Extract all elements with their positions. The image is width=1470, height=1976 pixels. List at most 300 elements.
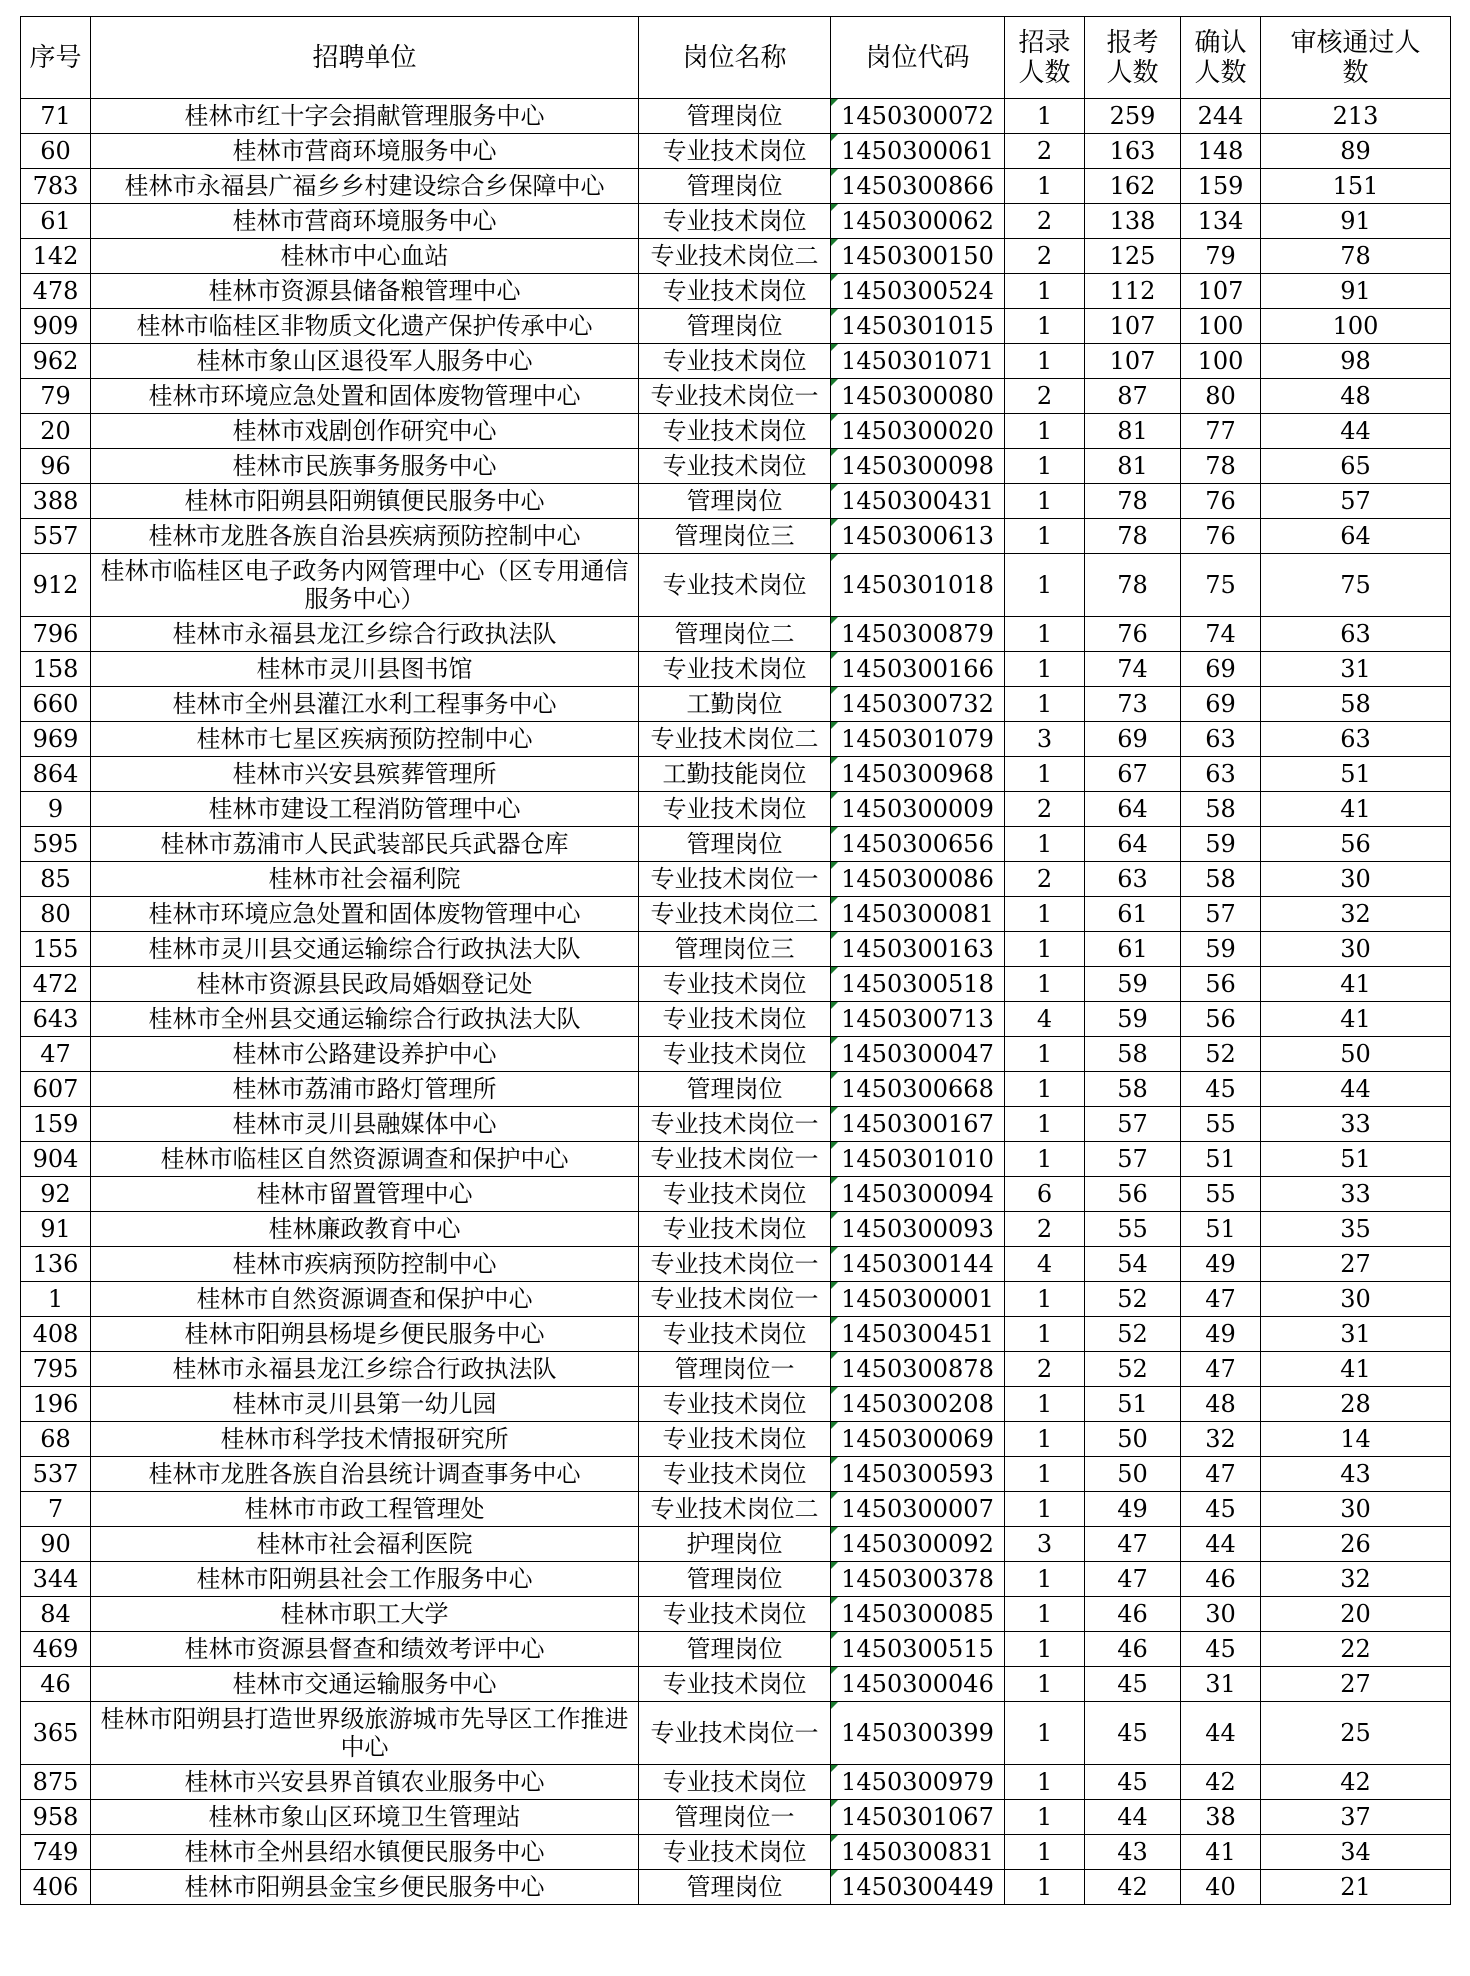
- hires-cell: 6: [1005, 1177, 1085, 1212]
- header-code: 岗位代码: [831, 17, 1005, 99]
- approved-cell: 48: [1261, 379, 1451, 414]
- hires-cell: 1: [1005, 757, 1085, 792]
- position-cell: 专业技术岗位: [639, 1037, 831, 1072]
- unit-cell: 桂林市红十字会捐献管理服务中心: [91, 99, 639, 134]
- hires-cell: 1: [1005, 274, 1085, 309]
- unit-cell: 桂林市阳朔县杨堤乡便民服务中心: [91, 1317, 639, 1352]
- unit-cell: 桂林市职工大学: [91, 1597, 639, 1632]
- approved-cell: 30: [1261, 1282, 1451, 1317]
- position-cell: 管理岗位: [639, 1072, 831, 1107]
- position-cell: 专业技术岗位: [639, 1667, 831, 1702]
- position-cell: 专业技术岗位: [639, 652, 831, 687]
- table-row: [21, 379, 1451, 414]
- position-cell: 专业技术岗位: [639, 967, 831, 1002]
- serial-cell: 472: [21, 967, 91, 1002]
- confirmed-cell: 31: [1181, 1667, 1261, 1702]
- serial-cell: 557: [21, 519, 91, 554]
- table-row: [21, 1562, 1451, 1597]
- table-row: [21, 1002, 1451, 1037]
- approved-cell: 41: [1261, 1352, 1451, 1387]
- confirmed-cell: 55: [1181, 1177, 1261, 1212]
- unit-cell: 桂林市公路建设养护中心: [91, 1037, 639, 1072]
- code-cell: 1450300072: [831, 99, 1005, 134]
- hires-cell: 4: [1005, 1002, 1085, 1037]
- approved-cell: 41: [1261, 1002, 1451, 1037]
- serial-cell: 796: [21, 617, 91, 652]
- confirmed-cell: 41: [1181, 1835, 1261, 1870]
- table-row: [21, 1702, 1451, 1765]
- code-cell: 1450300150: [831, 239, 1005, 274]
- serial-cell: 909: [21, 309, 91, 344]
- position-cell: 护理岗位: [639, 1527, 831, 1562]
- unit-cell: 桂林市建设工程消防管理中心: [91, 792, 639, 827]
- code-cell: 1450300092: [831, 1527, 1005, 1562]
- position-cell: 管理岗位二: [639, 617, 831, 652]
- approved-cell: 37: [1261, 1800, 1451, 1835]
- unit-cell: 桂林市七星区疾病预防控制中心: [91, 722, 639, 757]
- hires-cell: 1: [1005, 1667, 1085, 1702]
- unit-cell: 桂林市留置管理中心: [91, 1177, 639, 1212]
- approved-cell: 41: [1261, 792, 1451, 827]
- table-row: [21, 1037, 1451, 1072]
- table-row: [21, 1800, 1451, 1835]
- table-row: [21, 309, 1451, 344]
- unit-cell: 桂林市阳朔县打造世界级旅游城市先导区工作推进中心: [91, 1702, 639, 1765]
- position-cell: 工勤岗位: [639, 687, 831, 722]
- code-cell: 1450300080: [831, 379, 1005, 414]
- unit-cell: 桂林市科学技术情报研究所: [91, 1422, 639, 1457]
- header-confirmed: 确认人数: [1181, 17, 1261, 99]
- header-position: 岗位名称: [639, 17, 831, 99]
- hires-cell: 1: [1005, 1800, 1085, 1835]
- hires-cell: 1: [1005, 1107, 1085, 1142]
- serial-cell: 136: [21, 1247, 91, 1282]
- unit-cell: 桂林市永福县龙江乡综合行政执法队: [91, 1352, 639, 1387]
- applicants-cell: 50: [1085, 1457, 1181, 1492]
- confirmed-cell: 63: [1181, 722, 1261, 757]
- approved-cell: 33: [1261, 1177, 1451, 1212]
- table-row: [21, 99, 1451, 134]
- approved-cell: 42: [1261, 1765, 1451, 1800]
- hires-cell: 1: [1005, 519, 1085, 554]
- applicants-cell: 112: [1085, 274, 1181, 309]
- hires-cell: 1: [1005, 414, 1085, 449]
- table-row: [21, 1107, 1451, 1142]
- hires-cell: 1: [1005, 484, 1085, 519]
- hires-cell: 1: [1005, 1870, 1085, 1905]
- approved-cell: 43: [1261, 1457, 1451, 1492]
- serial-cell: 783: [21, 169, 91, 204]
- confirmed-cell: 45: [1181, 1492, 1261, 1527]
- table-row: [21, 827, 1451, 862]
- approved-cell: 32: [1261, 897, 1451, 932]
- approved-cell: 44: [1261, 414, 1451, 449]
- approved-cell: 56: [1261, 827, 1451, 862]
- position-cell: 专业技术岗位: [639, 1317, 831, 1352]
- table-header-row: [21, 17, 1451, 99]
- applicants-cell: 44: [1085, 1800, 1181, 1835]
- approved-cell: 63: [1261, 617, 1451, 652]
- table-row: [21, 1212, 1451, 1247]
- table-row: [21, 519, 1451, 554]
- table-row: [21, 1765, 1451, 1800]
- table-row: [21, 449, 1451, 484]
- code-cell: 1450301010: [831, 1142, 1005, 1177]
- code-cell: 1450300020: [831, 414, 1005, 449]
- applicants-cell: 52: [1085, 1282, 1181, 1317]
- header-applicants: 报考人数: [1085, 17, 1181, 99]
- code-cell: 1450301079: [831, 722, 1005, 757]
- code-cell: 1450300668: [831, 1072, 1005, 1107]
- hires-cell: 2: [1005, 792, 1085, 827]
- serial-cell: 969: [21, 722, 91, 757]
- table-row: [21, 274, 1451, 309]
- approved-cell: 75: [1261, 554, 1451, 617]
- approved-cell: 25: [1261, 1702, 1451, 1765]
- unit-cell: 桂林市环境应急处置和固体废物管理中心: [91, 897, 639, 932]
- table-row: [21, 1247, 1451, 1282]
- approved-cell: 100: [1261, 309, 1451, 344]
- table-row: [21, 1282, 1451, 1317]
- applicants-cell: 87: [1085, 379, 1181, 414]
- code-cell: 1450300094: [831, 1177, 1005, 1212]
- unit-cell: 桂林市龙胜各族自治县疾病预防控制中心: [91, 519, 639, 554]
- table-row: [21, 722, 1451, 757]
- unit-cell: 桂林市阳朔县社会工作服务中心: [91, 1562, 639, 1597]
- approved-cell: 27: [1261, 1667, 1451, 1702]
- applicants-cell: 45: [1085, 1765, 1181, 1800]
- header-approved: 审核通过人数: [1261, 17, 1451, 99]
- unit-cell: 桂林市中心血站: [91, 239, 639, 274]
- applicants-cell: 54: [1085, 1247, 1181, 1282]
- applicants-cell: 78: [1085, 554, 1181, 617]
- table-row: [21, 239, 1451, 274]
- approved-cell: 41: [1261, 967, 1451, 1002]
- hires-cell: 1: [1005, 687, 1085, 722]
- applicants-cell: 50: [1085, 1422, 1181, 1457]
- code-cell: 1450300009: [831, 792, 1005, 827]
- position-cell: 专业技术岗位二: [639, 897, 831, 932]
- table-row: [21, 169, 1451, 204]
- code-cell: 1450300524: [831, 274, 1005, 309]
- approved-cell: 91: [1261, 204, 1451, 239]
- code-cell: 1450300085: [831, 1597, 1005, 1632]
- hires-cell: 1: [1005, 309, 1085, 344]
- unit-cell: 桂林市资源县储备粮管理中心: [91, 274, 639, 309]
- table-row: [21, 1632, 1451, 1667]
- confirmed-cell: 44: [1181, 1527, 1261, 1562]
- unit-cell: 桂林市资源县督查和绩效考评中心: [91, 1632, 639, 1667]
- applicants-cell: 59: [1085, 967, 1181, 1002]
- position-cell: 管理岗位三: [639, 519, 831, 554]
- serial-cell: 159: [21, 1107, 91, 1142]
- approved-cell: 57: [1261, 484, 1451, 519]
- code-cell: 1450300093: [831, 1212, 1005, 1247]
- hires-cell: 1: [1005, 932, 1085, 967]
- table-row: [21, 1597, 1451, 1632]
- confirmed-cell: 45: [1181, 1632, 1261, 1667]
- serial-cell: 84: [21, 1597, 91, 1632]
- position-cell: 专业技术岗位: [639, 204, 831, 239]
- code-cell: 1450300069: [831, 1422, 1005, 1457]
- table-row: [21, 1072, 1451, 1107]
- approved-cell: 32: [1261, 1562, 1451, 1597]
- applicants-cell: 69: [1085, 722, 1181, 757]
- code-cell: 1450300399: [831, 1702, 1005, 1765]
- serial-cell: 344: [21, 1562, 91, 1597]
- approved-cell: 35: [1261, 1212, 1451, 1247]
- code-cell: 1450300144: [831, 1247, 1005, 1282]
- serial-cell: 595: [21, 827, 91, 862]
- table-row: [21, 1387, 1451, 1422]
- hires-cell: 1: [1005, 617, 1085, 652]
- unit-cell: 桂林市营商环境服务中心: [91, 134, 639, 169]
- serial-cell: 365: [21, 1702, 91, 1765]
- code-cell: 1450300007: [831, 1492, 1005, 1527]
- unit-cell: 桂林廉政教育中心: [91, 1212, 639, 1247]
- applicants-cell: 73: [1085, 687, 1181, 722]
- position-cell: 管理岗位: [639, 484, 831, 519]
- hires-cell: 1: [1005, 897, 1085, 932]
- applicants-cell: 45: [1085, 1702, 1181, 1765]
- position-cell: 专业技术岗位: [639, 1765, 831, 1800]
- serial-cell: 196: [21, 1387, 91, 1422]
- confirmed-cell: 49: [1181, 1247, 1261, 1282]
- position-cell: 专业技术岗位: [639, 1002, 831, 1037]
- confirmed-cell: 44: [1181, 1702, 1261, 1765]
- unit-cell: 桂林市营商环境服务中心: [91, 204, 639, 239]
- position-cell: 专业技术岗位: [639, 1835, 831, 1870]
- serial-cell: 7: [21, 1492, 91, 1527]
- code-cell: 1450300656: [831, 827, 1005, 862]
- table-row: [21, 344, 1451, 379]
- position-cell: 专业技术岗位一: [639, 1142, 831, 1177]
- confirmed-cell: 58: [1181, 862, 1261, 897]
- hires-cell: 1: [1005, 344, 1085, 379]
- serial-cell: 46: [21, 1667, 91, 1702]
- approved-cell: 51: [1261, 757, 1451, 792]
- serial-cell: 537: [21, 1457, 91, 1492]
- confirmed-cell: 55: [1181, 1107, 1261, 1142]
- serial-cell: 749: [21, 1835, 91, 1870]
- applicants-cell: 59: [1085, 1002, 1181, 1037]
- confirmed-cell: 52: [1181, 1037, 1261, 1072]
- confirmed-cell: 30: [1181, 1597, 1261, 1632]
- applicants-cell: 51: [1085, 1387, 1181, 1422]
- position-cell: 专业技术岗位二: [639, 1492, 831, 1527]
- approved-cell: 33: [1261, 1107, 1451, 1142]
- confirmed-cell: 134: [1181, 204, 1261, 239]
- applicants-cell: 67: [1085, 757, 1181, 792]
- unit-cell: 桂林市荔浦市路灯管理所: [91, 1072, 639, 1107]
- header-unit: 招聘单位: [91, 17, 639, 99]
- unit-cell: 桂林市全州县交通运输综合行政执法大队: [91, 1002, 639, 1037]
- applicants-cell: 46: [1085, 1597, 1181, 1632]
- table-row: [21, 757, 1451, 792]
- position-cell: 专业技术岗位: [639, 554, 831, 617]
- hires-cell: 1: [1005, 1282, 1085, 1317]
- position-cell: 专业技术岗位一: [639, 1247, 831, 1282]
- serial-cell: 85: [21, 862, 91, 897]
- table-row: [21, 687, 1451, 722]
- recruitment-table: [20, 16, 1451, 1905]
- serial-cell: 47: [21, 1037, 91, 1072]
- table-row: [21, 1835, 1451, 1870]
- applicants-cell: 163: [1085, 134, 1181, 169]
- unit-cell: 桂林市临桂区非物质文化遗产保护传承中心: [91, 309, 639, 344]
- table-row: [21, 1142, 1451, 1177]
- hires-cell: 2: [1005, 134, 1085, 169]
- position-cell: 专业技术岗位: [639, 1212, 831, 1247]
- hires-cell: 2: [1005, 379, 1085, 414]
- code-cell: 1450300979: [831, 1765, 1005, 1800]
- confirmed-cell: 159: [1181, 169, 1261, 204]
- position-cell: 专业技术岗位一: [639, 1702, 831, 1765]
- confirmed-cell: 46: [1181, 1562, 1261, 1597]
- hires-cell: 1: [1005, 1562, 1085, 1597]
- confirmed-cell: 51: [1181, 1142, 1261, 1177]
- table-row: [21, 1870, 1451, 1905]
- approved-cell: 78: [1261, 239, 1451, 274]
- confirmed-cell: 79: [1181, 239, 1261, 274]
- table-row: [21, 1177, 1451, 1212]
- approved-cell: 14: [1261, 1422, 1451, 1457]
- table-row: [21, 554, 1451, 617]
- unit-cell: 桂林市兴安县界首镇农业服务中心: [91, 1765, 639, 1800]
- serial-cell: 20: [21, 414, 91, 449]
- unit-cell: 桂林市疾病预防控制中心: [91, 1247, 639, 1282]
- hires-cell: 2: [1005, 204, 1085, 239]
- confirmed-cell: 63: [1181, 757, 1261, 792]
- approved-cell: 64: [1261, 519, 1451, 554]
- applicants-cell: 45: [1085, 1667, 1181, 1702]
- code-cell: 1450300831: [831, 1835, 1005, 1870]
- applicants-cell: 64: [1085, 827, 1181, 862]
- code-cell: 1450300732: [831, 687, 1005, 722]
- applicants-cell: 162: [1085, 169, 1181, 204]
- code-cell: 1450301067: [831, 1800, 1005, 1835]
- applicants-cell: 46: [1085, 1632, 1181, 1667]
- confirmed-cell: 76: [1181, 484, 1261, 519]
- unit-cell: 桂林市自然资源调查和保护中心: [91, 1282, 639, 1317]
- table-row: [21, 932, 1451, 967]
- applicants-cell: 259: [1085, 99, 1181, 134]
- approved-cell: 26: [1261, 1527, 1451, 1562]
- applicants-cell: 58: [1085, 1072, 1181, 1107]
- code-cell: 1450300086: [831, 862, 1005, 897]
- applicants-cell: 74: [1085, 652, 1181, 687]
- hires-cell: 1: [1005, 554, 1085, 617]
- unit-cell: 桂林市荔浦市人民武装部民兵武器仓库: [91, 827, 639, 862]
- serial-cell: 958: [21, 1800, 91, 1835]
- code-cell: 1450300208: [831, 1387, 1005, 1422]
- applicants-cell: 61: [1085, 897, 1181, 932]
- confirmed-cell: 49: [1181, 1317, 1261, 1352]
- code-cell: 1450300518: [831, 967, 1005, 1002]
- approved-cell: 30: [1261, 1492, 1451, 1527]
- position-cell: 专业技术岗位: [639, 274, 831, 309]
- applicants-cell: 43: [1085, 1835, 1181, 1870]
- hires-cell: 4: [1005, 1247, 1085, 1282]
- position-cell: 管理岗位: [639, 309, 831, 344]
- code-cell: 1450300866: [831, 169, 1005, 204]
- confirmed-cell: 76: [1181, 519, 1261, 554]
- approved-cell: 58: [1261, 687, 1451, 722]
- table-row: [21, 792, 1451, 827]
- confirmed-cell: 78: [1181, 449, 1261, 484]
- hires-cell: 1: [1005, 99, 1085, 134]
- table-row: [21, 1667, 1451, 1702]
- approved-cell: 20: [1261, 1597, 1451, 1632]
- unit-cell: 桂林市阳朔县金宝乡便民服务中心: [91, 1870, 639, 1905]
- approved-cell: 31: [1261, 1317, 1451, 1352]
- serial-cell: 795: [21, 1352, 91, 1387]
- hires-cell: 1: [1005, 449, 1085, 484]
- hires-cell: 1: [1005, 1142, 1085, 1177]
- unit-cell: 桂林市兴安县殡葬管理所: [91, 757, 639, 792]
- approved-cell: 21: [1261, 1870, 1451, 1905]
- code-cell: 1450300062: [831, 204, 1005, 239]
- confirmed-cell: 32: [1181, 1422, 1261, 1457]
- applicants-cell: 64: [1085, 792, 1181, 827]
- position-cell: 专业技术岗位: [639, 1422, 831, 1457]
- code-cell: 1450301071: [831, 344, 1005, 379]
- applicants-cell: 107: [1085, 309, 1181, 344]
- hires-cell: 1: [1005, 1632, 1085, 1667]
- serial-cell: 469: [21, 1632, 91, 1667]
- applicants-cell: 47: [1085, 1562, 1181, 1597]
- code-cell: 1450300081: [831, 897, 1005, 932]
- hires-cell: 1: [1005, 827, 1085, 862]
- approved-cell: 65: [1261, 449, 1451, 484]
- unit-cell: 桂林市环境应急处置和固体废物管理中心: [91, 379, 639, 414]
- hires-cell: 1: [1005, 1702, 1085, 1765]
- confirmed-cell: 56: [1181, 1002, 1261, 1037]
- position-cell: 管理岗位: [639, 1562, 831, 1597]
- approved-cell: 151: [1261, 169, 1451, 204]
- hires-cell: 1: [1005, 1422, 1085, 1457]
- table-row: [21, 1352, 1451, 1387]
- position-cell: 专业技术岗位: [639, 1597, 831, 1632]
- position-cell: 专业技术岗位: [639, 1177, 831, 1212]
- approved-cell: 34: [1261, 1835, 1451, 1870]
- table-row: [21, 862, 1451, 897]
- position-cell: 专业技术岗位: [639, 1387, 831, 1422]
- position-cell: 专业技术岗位二: [639, 722, 831, 757]
- approved-cell: 28: [1261, 1387, 1451, 1422]
- unit-cell: 桂林市灵川县交通运输综合行政执法大队: [91, 932, 639, 967]
- unit-cell: 桂林市灵川县第一幼儿园: [91, 1387, 639, 1422]
- applicants-cell: 78: [1085, 484, 1181, 519]
- serial-cell: 643: [21, 1002, 91, 1037]
- code-cell: 1450300968: [831, 757, 1005, 792]
- code-cell: 1450300878: [831, 1352, 1005, 1387]
- applicants-cell: 81: [1085, 449, 1181, 484]
- serial-cell: 91: [21, 1212, 91, 1247]
- confirmed-cell: 45: [1181, 1072, 1261, 1107]
- code-cell: 1450300713: [831, 1002, 1005, 1037]
- serial-cell: 80: [21, 897, 91, 932]
- serial-cell: 60: [21, 134, 91, 169]
- confirmed-cell: 148: [1181, 134, 1261, 169]
- approved-cell: 22: [1261, 1632, 1451, 1667]
- table-row: [21, 897, 1451, 932]
- applicants-cell: 81: [1085, 414, 1181, 449]
- serial-cell: 904: [21, 1142, 91, 1177]
- code-cell: 1450301018: [831, 554, 1005, 617]
- serial-cell: 96: [21, 449, 91, 484]
- table-row: [21, 204, 1451, 239]
